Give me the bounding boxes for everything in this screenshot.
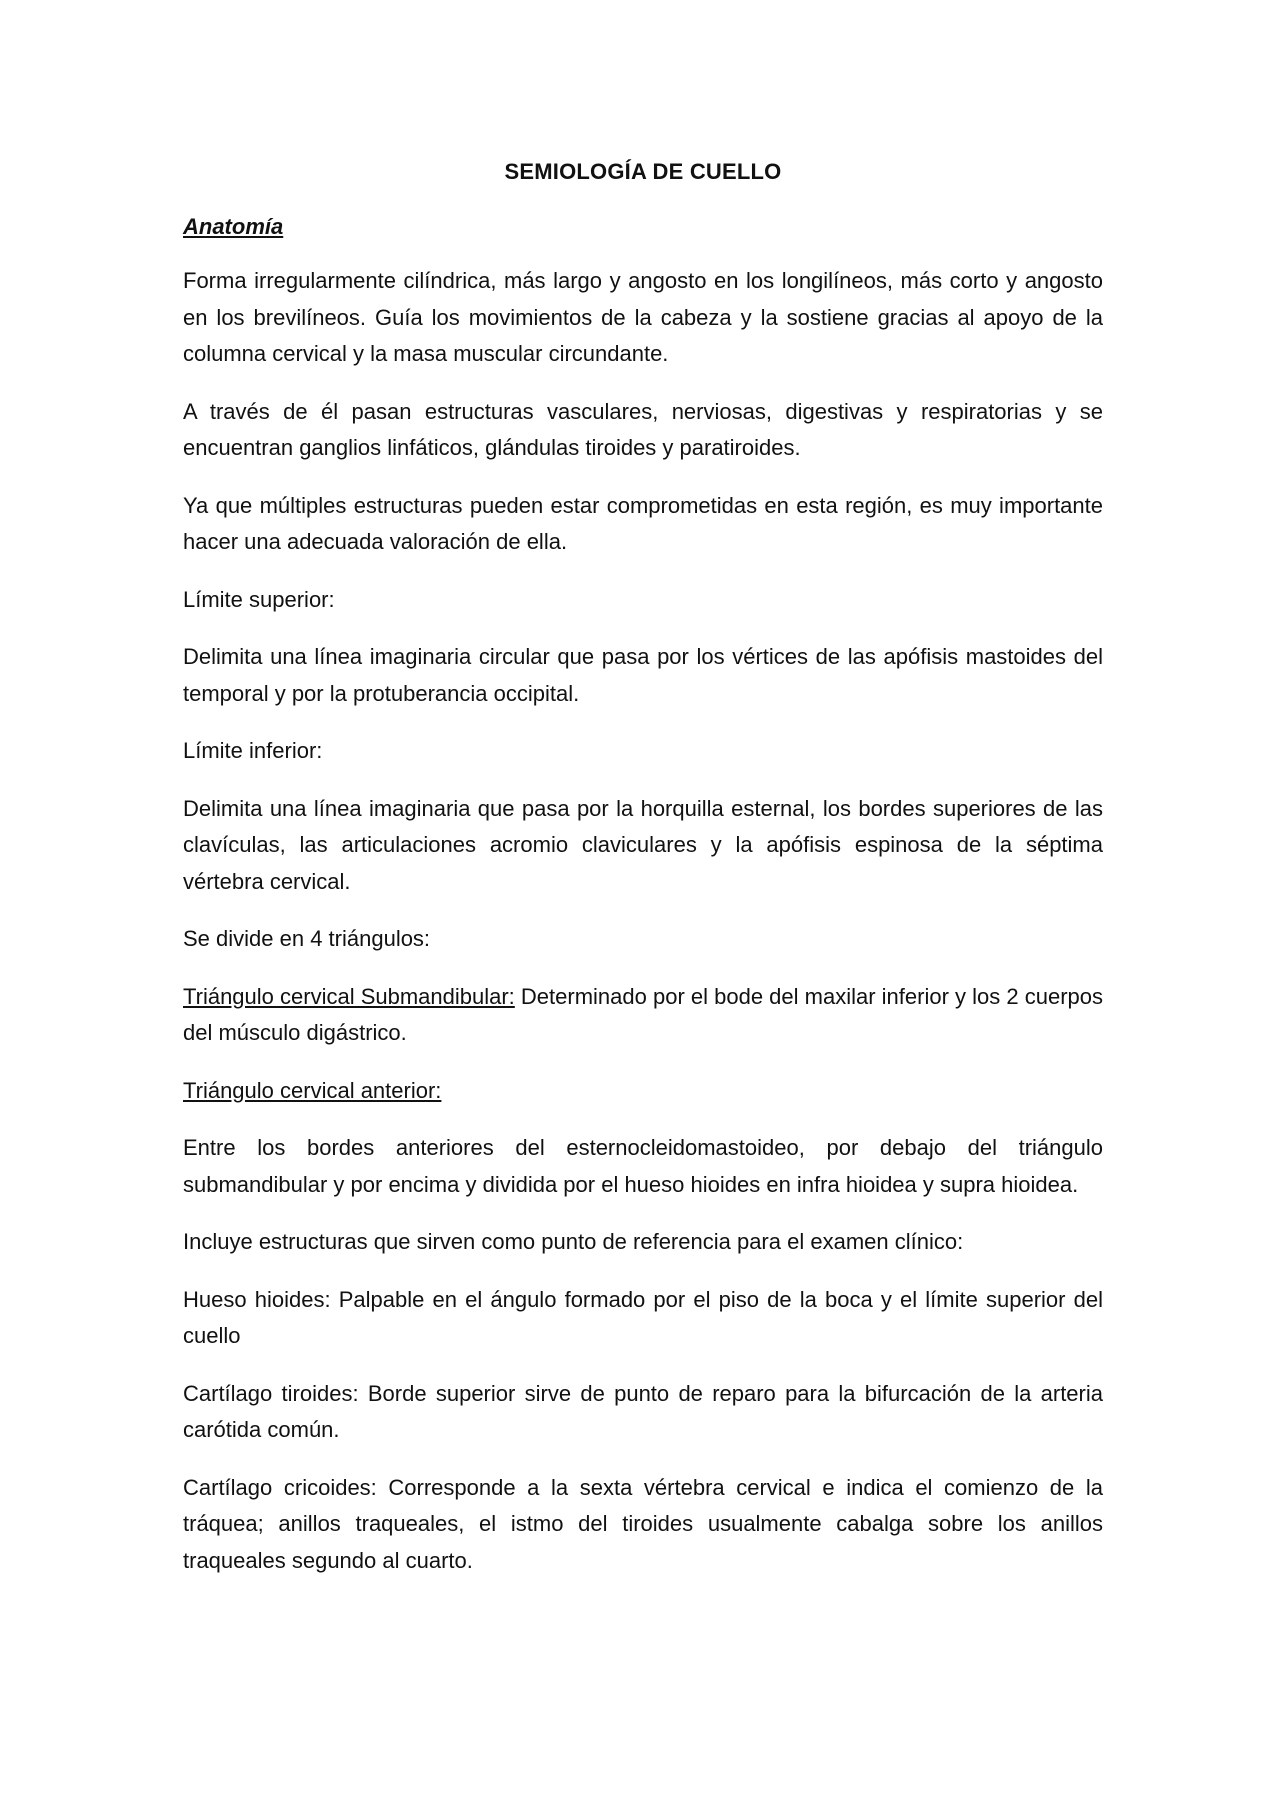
paragraph-limite-superior: Delimita una línea imaginaria circular que pasa por los vértices de las apófisis mastoides del temporal y por la protuberancia occipital. xyxy=(183,644,1103,706)
triangulo-submandibular-text: Determinado por el bode del maxilar inferior y los 2 cuerpos del músculo digástrico. xyxy=(183,983,1103,1045)
paragraph-limite-inferior: Delimita una línea imaginaria que pasa por la horquilla esternal, los bordes superiores de las clavículas, las articulaciones acromio claviculares y la apófisis espinosa de la séptima vértebra cervical. xyxy=(183,795,1103,894)
paragraph-triangulos-intro: Se divide en 4 triángulos: xyxy=(183,926,431,951)
section-heading-anatomia: Anatomía xyxy=(183,213,284,239)
paragraph-triangulo-anterior-label xyxy=(183,1073,1103,1110)
paragraph-forma: Forma irregularmente cilíndrica, más largo y angosto en los longilíneos, más corto y angosto en los brevilíneos. Guía los movimientos de la cabeza y la sostiene gracias al apoyo de la columna cervical y la masa muscular circundante. xyxy=(183,268,1103,366)
paragraph-limite-inferior-label: Límite inferior: xyxy=(183,738,323,763)
paragraph-triangulo-submandibular xyxy=(183,979,1103,1052)
paragraph-hueso-hioides: Hueso hioides: Palpable en el ángulo formado por el piso de la boca y el límite superior del cuello xyxy=(183,1286,1103,1348)
triangulo-anterior-label: Triángulo cervical anterior: xyxy=(183,1077,442,1103)
paragraph-cartilago-tiroides: Cartílago tiroides: Borde superior sirve de punto de reparo para la bifurcación de la arteria carótida común. xyxy=(183,1380,1103,1442)
paragraph-referencias-intro: Incluye estructuras que sirven como punto de referencia para el examen clínico: xyxy=(183,1229,964,1254)
document-body xyxy=(183,154,1103,1600)
paragraph-valoracion: Ya que múltiples estructuras pueden estar comprometidas en esta región, es muy importante hacer una adecuada valoración de ella. xyxy=(183,492,1103,554)
paragraph-limite-superior-label: Límite superior: xyxy=(183,586,335,612)
triangulo-submandibular-label: Triángulo cervical Submandibular: xyxy=(183,983,515,1009)
paragraph-estructuras: A través de él pasan estructuras vasculares, nerviosas, digestivas y respiratorias y se encuentran ganglios linfáticos, glándulas tiroides y paratiroides. xyxy=(183,398,1103,460)
paragraph-triangulo-anterior: Entre los bordes anteriores del esternocleidomastoideo, por debajo del triángulo submandibular y por encima y dividida por el hueso hioides en infra hioidea y supra hioidea. xyxy=(183,1135,1103,1197)
paragraph-cartilago-cricoides: Cartílago cricoides: Corresponde a la sexta vértebra cervical e indica el comienzo de la tráquea; anillos traqueales, el istmo del tiroides usualmente cabalga sobre los anillos traqueales segundo al cuarto. xyxy=(183,1474,1103,1573)
document-title: SEMIOLOGÍA DE CUELLO xyxy=(504,159,782,184)
